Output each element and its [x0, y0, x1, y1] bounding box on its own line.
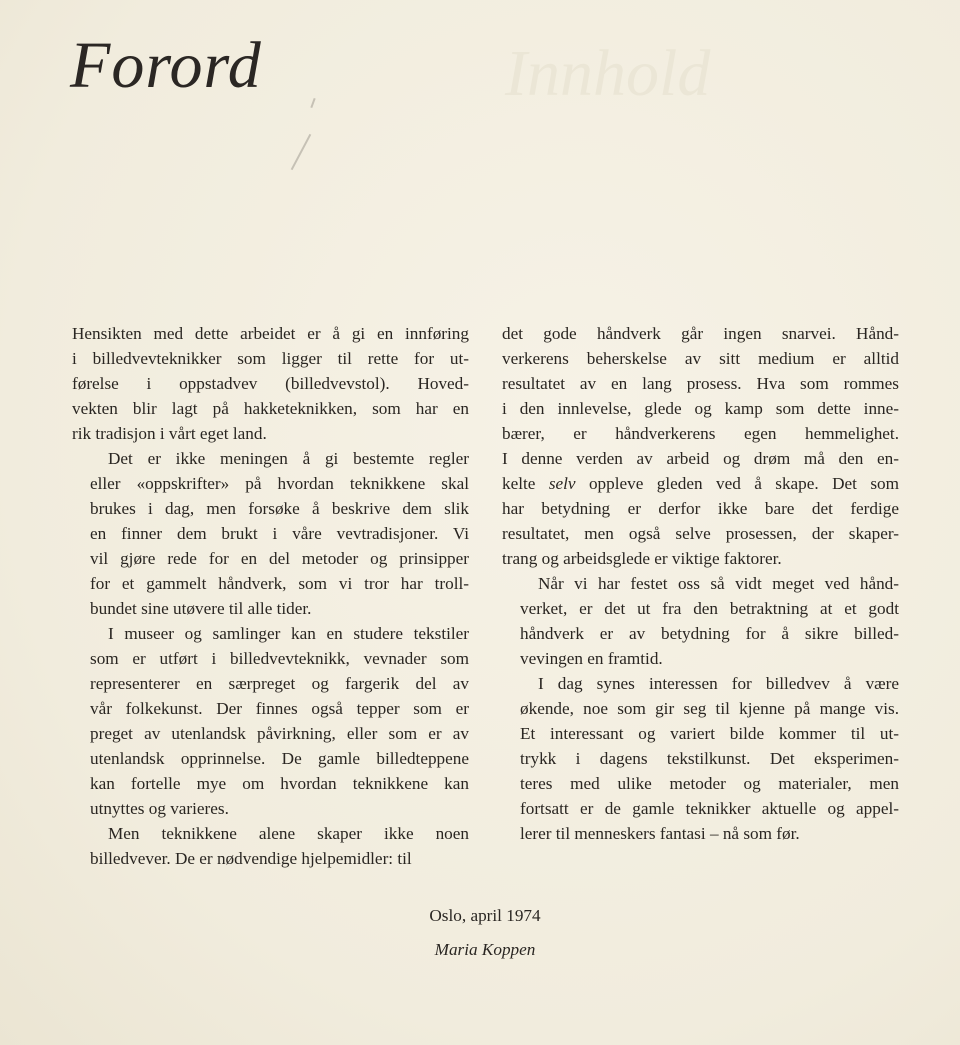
author-signature: Maria Koppen	[434, 940, 536, 959]
text-line: bærer, er håndverkerens egen hemmelighet.	[502, 424, 899, 443]
paragraph	[72, 446, 469, 621]
ink-smudge	[310, 98, 315, 108]
text-line: representerer en særpreget og fargerik del av	[90, 674, 469, 693]
text-line: kelte selv oppleve gleden ved å skape. Det som	[502, 474, 899, 493]
text-line: eller «oppskrifter» på hvordan teknikkene skal	[90, 474, 469, 493]
text-line: som er utført i billedvevteknikk, vevnader som	[90, 649, 469, 668]
text-line: rik tradisjon i vårt eget land.	[72, 424, 267, 443]
text-line: billedvever. De er nødvendige hjelpemidler: til	[90, 849, 412, 868]
text-column-left	[72, 321, 469, 871]
text-line: I dag synes interessen for billedvev å være	[538, 674, 899, 693]
text-line: vil gjøre rede for en del metoder og prinsipper	[90, 549, 469, 568]
text-line: resultatet, men også selve prosessen, der skaper-	[502, 524, 899, 543]
text-line: resultatet av en lang prosess. Hva som rommes	[502, 374, 899, 393]
paragraph	[502, 671, 899, 846]
paragraph	[72, 821, 469, 871]
text-line: vår folkekunst. Der finnes også tepper som er	[90, 699, 469, 718]
text-line: kan fortelle mye om hvordan teknikkene kan	[90, 774, 469, 793]
text-line: brukes i dag, men forsøke å beskrive dem slik	[90, 499, 469, 518]
paragraph	[72, 321, 469, 446]
text-column-right	[502, 321, 899, 846]
text-line: Når vi har festet oss så vidt meget ved hånd-	[538, 574, 899, 593]
text-line: lerer til menneskers fantasi – nå som før.	[520, 824, 800, 843]
text-line: i billedvevteknikker som ligger til rette for ut-	[72, 349, 469, 368]
text-line: håndverk er av betydning for å sikre billed-	[520, 624, 899, 643]
text-line: i den innlevelse, glede og kamp som dette inne-	[502, 399, 899, 418]
text-line: teres med ulike metoder og materialer, men	[520, 774, 899, 793]
paragraph	[72, 621, 469, 821]
text-line: vekten blir lagt på hakketeknikken, som har en	[72, 399, 469, 418]
text-line: for et gammelt håndverk, som vi tror har troll-	[90, 574, 469, 593]
text-line: Men teknikkene alene skaper ikke noen	[108, 824, 469, 843]
text-line: har betydning er derfor ikke bare det ferdige	[502, 499, 899, 518]
text-line: Det er ikke meningen å gi bestemte regler	[108, 449, 469, 468]
show-through-heading: Innhold	[505, 37, 711, 110]
text-line: utenlandsk opprinnelse. De gamle billedteppene	[90, 749, 469, 768]
text-line: det gode håndverk går ingen snarvei. Hånd-	[502, 324, 899, 343]
text-line: Et interessant og variert bilde kommer til ut-	[520, 724, 899, 743]
place-date: Oslo, april 1974	[429, 906, 541, 925]
paragraph	[502, 571, 899, 671]
text-line: verkerens beherskelse av sitt medium er alltid	[502, 349, 899, 368]
text-line: en finner dem brukt i våre vevtradisjoner. Vi	[90, 524, 469, 543]
text-line: trang og arbeidsglede er viktige faktorer.	[502, 549, 782, 568]
text-line: I denne verden av arbeid og drøm må den en-	[502, 449, 899, 468]
text-line: fortsatt er de gamle teknikker aktuelle og appel-	[520, 799, 899, 818]
text-line: økende, noe som gir seg til kjenne på mange vis.	[520, 699, 899, 718]
text-line: trykk i dagens tekstilkunst. Det eksperimen-	[520, 749, 899, 768]
ink-smudge	[291, 134, 312, 170]
text-line: preget av utenlandsk påvirkning, eller som er av	[90, 724, 469, 743]
text-line: I museer og samlinger kan en studere tekstiler	[108, 624, 469, 643]
text-line: utnyttes og varieres.	[90, 799, 229, 818]
text-line: vevingen en framtid.	[520, 649, 663, 668]
text-line: Hensikten med dette arbeidet er å gi en innføring	[72, 324, 469, 343]
paragraph	[502, 321, 899, 571]
text-line: bundet sine utøvere til alle tider.	[90, 599, 312, 618]
text-line: førelse i oppstadvev (billedvevstol). Hoved-	[72, 374, 469, 393]
page-title: Forord	[70, 29, 262, 102]
text-line: verket, er det ut fra den betraktning at et godt	[520, 599, 899, 618]
